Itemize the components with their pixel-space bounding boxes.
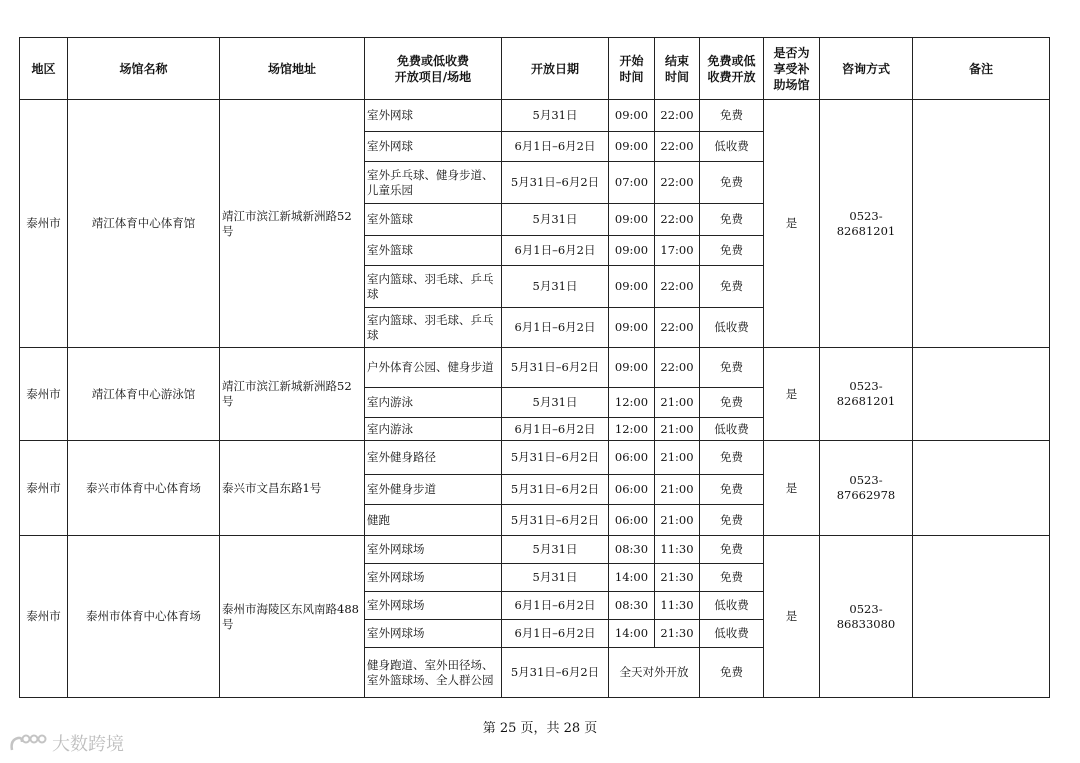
date-cell: 5月31日 [502,388,609,418]
page-footer: 第 25 页，共 28 页 [482,721,598,736]
table-row [20,536,1050,564]
subsidy-cell: 是 [764,348,820,441]
date-cell: 6月1日–6月2日 [502,132,609,162]
fee-cell: 免费 [700,564,764,592]
start-time-cell: 08:30 [609,536,655,564]
subsidy-cell: 是 [764,100,820,348]
header-start: 开始 时间 [609,38,655,100]
venue-name-cell: 泰州市体育中心体育场 [68,536,220,698]
address-cell: 泰兴市文昌东路1号 [220,441,365,536]
note-cell [913,441,1050,536]
contact-cell: 0523-82681201 [820,100,913,348]
item-cell: 健身跑道、室外田径场、室外篮球场、全人群公园 [365,648,502,698]
end-time-cell: 22:00 [655,132,700,162]
end-time-cell: 21:00 [655,475,700,505]
contact-cell: 0523-87662978 [820,441,913,536]
fee-cell: 免费 [700,475,764,505]
end-time-cell: 22:00 [655,308,700,348]
fee-cell: 免费 [700,204,764,236]
start-time-cell: 09:00 [609,236,655,266]
table-row [20,100,1050,132]
header-date: 开放日期 [502,38,609,100]
item-cell: 室外网球场 [365,564,502,592]
date-cell: 5月31日–6月2日 [502,505,609,536]
end-time-cell: 21:30 [655,564,700,592]
item-cell: 户外体育公园、健身步道 [365,348,502,388]
item-cell: 健跑 [365,505,502,536]
header-item: 免费或低收费 开放项目/场地 [365,38,502,100]
venue-name-cell: 靖江体育中心体育馆 [68,100,220,348]
header-contact: 咨询方式 [820,38,913,100]
start-time-cell: 06:00 [609,475,655,505]
contact-cell: 0523-82681201 [820,348,913,441]
date-cell: 5月31日 [502,204,609,236]
fee-cell: 免费 [700,236,764,266]
end-time-cell: 17:00 [655,236,700,266]
header-fee: 免费或低 收费开放 [700,38,764,100]
item-cell: 室外乒乓球、健身步道、儿童乐园 [365,162,502,204]
start-time-cell: 08:30 [609,592,655,620]
table-body [20,100,1050,698]
start-time-cell: 06:00 [609,441,655,475]
venue-table [19,37,1050,698]
fee-cell: 免费 [700,441,764,475]
table-row [20,348,1050,388]
fee-cell: 免费 [700,505,764,536]
start-time-cell: 09:00 [609,204,655,236]
start-time-cell: 07:00 [609,162,655,204]
address-cell: 靖江市滨江新城新洲路52号 [220,100,365,348]
end-time-cell: 21:00 [655,505,700,536]
watermark-text: 大数跨境 [52,734,124,755]
watermark [8,730,124,756]
header-note: 备注 [913,38,1050,100]
date-cell: 5月31日–6月2日 [502,162,609,204]
item-cell: 室外篮球 [365,204,502,236]
end-time-cell: 22:00 [655,266,700,308]
note-cell [913,348,1050,441]
item-cell: 室内游泳 [365,418,502,441]
region-cell: 泰州市 [20,536,68,698]
item-cell: 室外健身路径 [365,441,502,475]
end-time-cell: 11:30 [655,592,700,620]
date-cell: 5月31日–6月2日 [502,648,609,698]
item-cell: 室内游泳 [365,388,502,418]
logo-icon [8,732,48,754]
start-time-cell: 09:00 [609,266,655,308]
address-cell: 靖江市滨江新城新洲路52号 [220,348,365,441]
end-time-cell: 11:30 [655,536,700,564]
item-cell: 室内篮球、羽毛球、乒乓球 [365,266,502,308]
fee-cell: 免费 [700,348,764,388]
region-cell: 泰州市 [20,348,68,441]
fee-cell: 低收费 [700,308,764,348]
date-cell: 6月1日–6月2日 [502,308,609,348]
item-cell: 室外网球 [365,100,502,132]
end-time-cell: 21:00 [655,388,700,418]
header-subsidy: 是否为 享受补 助场馆 [764,38,820,100]
contact-cell: 0523-86833080 [820,536,913,698]
start-time-cell: 06:00 [609,505,655,536]
header-end: 结束 时间 [655,38,700,100]
venue-name-cell: 泰兴市体育中心体育场 [68,441,220,536]
region-cell: 泰州市 [20,100,68,348]
item-cell: 室内篮球、羽毛球、乒乓球 [365,308,502,348]
date-cell: 5月31日 [502,536,609,564]
date-cell: 6月1日–6月2日 [502,620,609,648]
header-row [20,38,1050,100]
end-time-cell: 22:00 [655,204,700,236]
date-cell: 5月31日 [502,100,609,132]
fee-cell: 免费 [700,162,764,204]
fee-cell: 低收费 [700,132,764,162]
start-time-cell: 09:00 [609,132,655,162]
date-cell: 5月31日–6月2日 [502,475,609,505]
fee-cell: 免费 [700,266,764,308]
end-time-cell: 21:00 [655,441,700,475]
item-cell: 室外网球场 [365,620,502,648]
fee-cell: 低收费 [700,592,764,620]
fee-cell: 低收费 [700,620,764,648]
subsidy-cell: 是 [764,536,820,698]
end-time-cell: 21:00 [655,418,700,441]
fee-cell: 免费 [700,100,764,132]
region-cell: 泰州市 [20,441,68,536]
header-address: 场馆地址 [220,38,365,100]
date-cell: 6月1日–6月2日 [502,592,609,620]
start-time-cell: 14:00 [609,564,655,592]
date-cell: 5月31日–6月2日 [502,348,609,388]
allday-cell: 全天对外开放 [609,648,700,698]
fee-cell: 低收费 [700,418,764,441]
fee-cell: 免费 [700,536,764,564]
fee-cell: 免费 [700,388,764,418]
header-region: 地区 [20,38,68,100]
item-cell: 室外网球场 [365,536,502,564]
item-cell: 室外篮球 [365,236,502,266]
date-cell: 6月1日–6月2日 [502,236,609,266]
fee-cell: 免费 [700,648,764,698]
start-time-cell: 12:00 [609,388,655,418]
end-time-cell: 22:00 [655,162,700,204]
start-time-cell: 14:00 [609,620,655,648]
address-cell: 泰州市海陵区东风南路488号 [220,536,365,698]
header-venue-name: 场馆名称 [68,38,220,100]
note-cell [913,536,1050,698]
start-time-cell: 09:00 [609,100,655,132]
end-time-cell: 22:00 [655,348,700,388]
venue-name-cell: 靖江体育中心游泳馆 [68,348,220,441]
subsidy-cell: 是 [764,441,820,536]
start-time-cell: 09:00 [609,308,655,348]
start-time-cell: 09:00 [609,348,655,388]
item-cell: 室外网球场 [365,592,502,620]
end-time-cell: 21:30 [655,620,700,648]
date-cell: 5月31日–6月2日 [502,441,609,475]
item-cell: 室外健身步道 [365,475,502,505]
item-cell: 室外网球 [365,132,502,162]
end-time-cell: 22:00 [655,100,700,132]
table-row [20,441,1050,475]
date-cell: 5月31日 [502,564,609,592]
note-cell [913,100,1050,348]
date-cell: 5月31日 [502,266,609,308]
date-cell: 6月1日–6月2日 [502,418,609,441]
start-time-cell: 12:00 [609,418,655,441]
